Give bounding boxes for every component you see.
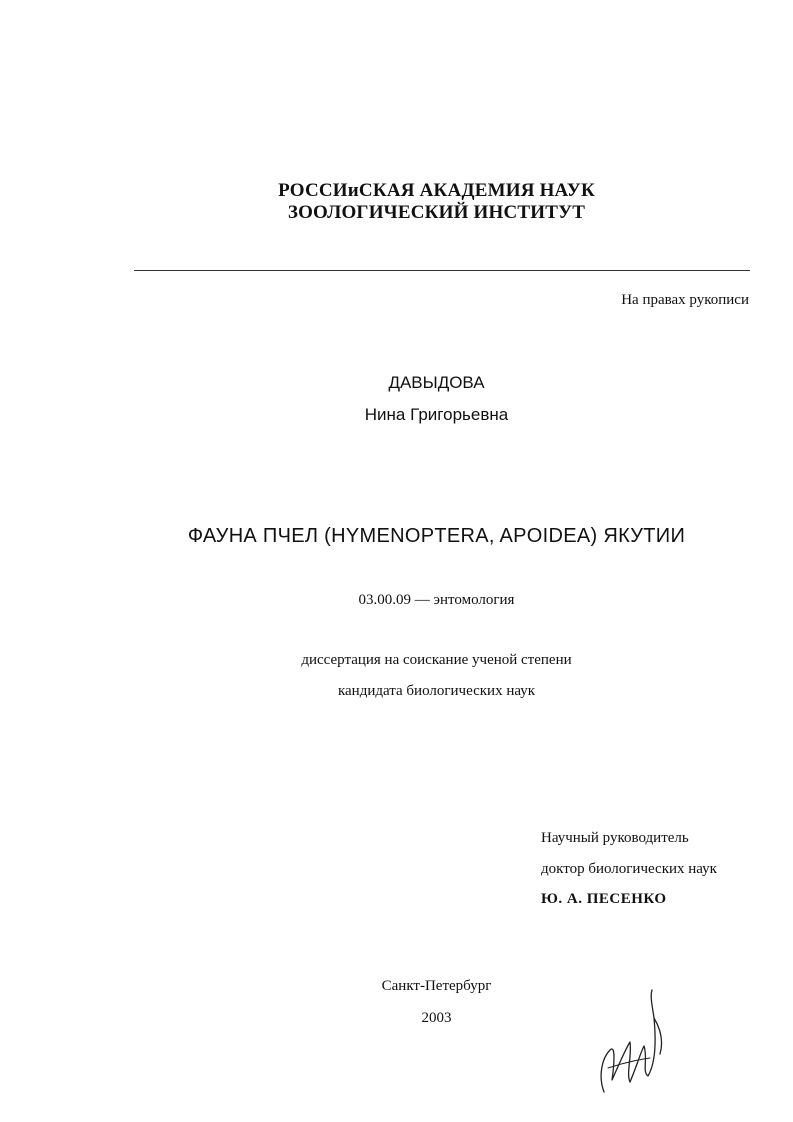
rights-note: На правах рукописи — [621, 292, 749, 308]
author-surname: ДАВЫДОВА — [388, 373, 485, 392]
degree-line-2: кандидата биологических наук — [337, 683, 536, 699]
handwritten-signature — [590, 988, 670, 1096]
specialty-code: 03.00.09 — энтомология — [358, 592, 515, 608]
publication-year: 2003 — [421, 1010, 452, 1026]
supervisor-name: Ю. А. ПЕСЕНКО — [541, 891, 667, 907]
thesis-title: ФАУНА ПЧЕЛ (HYMENOPTERA, APOIDEA) ЯКУТИИ — [187, 525, 686, 547]
organization-name: РОССИиСКАЯ АКАДЕМИЯ НАУК — [278, 180, 595, 201]
header-divider — [134, 270, 750, 271]
supervisor-title: доктор биологических наук — [541, 861, 717, 877]
degree-line-1: диссертация на соискание ученой степени — [301, 652, 572, 668]
place-of-publication: Санкт-Петербург — [381, 978, 492, 994]
supervisor-role: Научный руководитель — [541, 830, 689, 846]
author-given-names: Нина Григорьевна — [364, 405, 509, 424]
institute-name: ЗООЛОГИЧЕСКИЙ ИНСТИТУТ — [287, 202, 586, 223]
